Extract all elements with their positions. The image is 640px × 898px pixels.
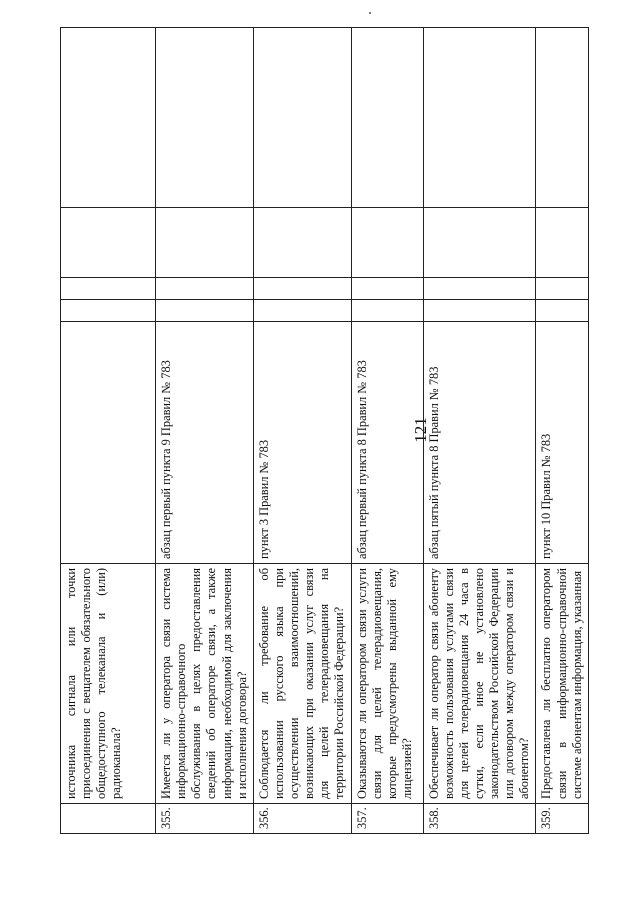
question-cell: Имеется ли у оператора связи система информационно-справочного обслуживания в целях предоставления сведений об операторе связи, а также информации, необходимой для заключения и исполнения договора? [156,564,254,804]
table-row [536,28,588,834]
empty-cell [351,28,423,208]
empty-cell [351,300,423,322]
reference-cell: абзац первый пункта 8 Правил № 783 [351,322,423,564]
empty-cell [536,208,588,278]
empty-cell [351,278,423,300]
row-number [61,804,156,834]
row-number: 357. [351,804,423,834]
question-cell: Оказываются ли оператором связи услуги связи для целей телерадиовещания, которые предусмотрены выданной ему лицензией? [351,564,423,804]
empty-cell [61,300,156,322]
empty-cell [156,300,254,322]
row-number: 359. [536,804,588,834]
empty-cell [253,28,351,208]
rotated-table-area [60,28,584,834]
empty-cell [423,278,536,300]
empty-cell [253,278,351,300]
question-cell: Обеспечивает ли оператор связи абоненту возможность пользования услугами связи для целей телерадиовещания 24 часа в сутки, если иное не установлено законодательством Российской Федерации или договором между оператором связи и абонентом? [423,564,536,804]
table-row [351,28,423,834]
reference-cell: пункт 3 Правил № 783 [253,322,351,564]
question-cell: источника сигнала или точки присоединения с вещателем обязательного общедоступного телеканала и (или) радиоканала? [61,564,156,804]
empty-cell [156,278,254,300]
reference-cell [61,322,156,564]
table-row [61,28,156,834]
empty-cell [351,208,423,278]
scan-speck [369,12,371,14]
table-row [423,28,536,834]
empty-cell [423,300,536,322]
checklist-table [60,27,589,834]
row-number: 356. [253,804,351,834]
reference-cell: абзац пятый пункта 8 Правил № 783 [423,322,536,564]
row-number: 358. [423,804,536,834]
table-row [156,28,254,834]
empty-cell [536,278,588,300]
empty-cell [61,208,156,278]
row-number: 355. [156,804,254,834]
question-cell: Предоставлена ли бесплатно оператором связи в информационно-справочной системе абонентам информация, указанная [536,564,588,804]
empty-cell [156,208,254,278]
reference-cell: пункт 10 Правил № 783 [536,322,588,564]
reference-cell: абзац первый пункта 9 Правил № 783 [156,322,254,564]
table-row [253,28,351,834]
empty-cell [423,28,536,208]
empty-cell [156,28,254,208]
empty-cell [536,28,588,208]
empty-cell [61,278,156,300]
empty-cell [423,208,536,278]
empty-cell [61,28,156,208]
empty-cell [253,208,351,278]
question-cell: Соблюдается ли требование об использовании русского языка при осуществлении взаимоотношений, возникающих при оказании услуг связи для целей телерадиовещания на территории Российской Федерации? [253,564,351,804]
page-number: 121 [410,417,430,443]
empty-cell [536,300,588,322]
empty-cell [253,300,351,322]
